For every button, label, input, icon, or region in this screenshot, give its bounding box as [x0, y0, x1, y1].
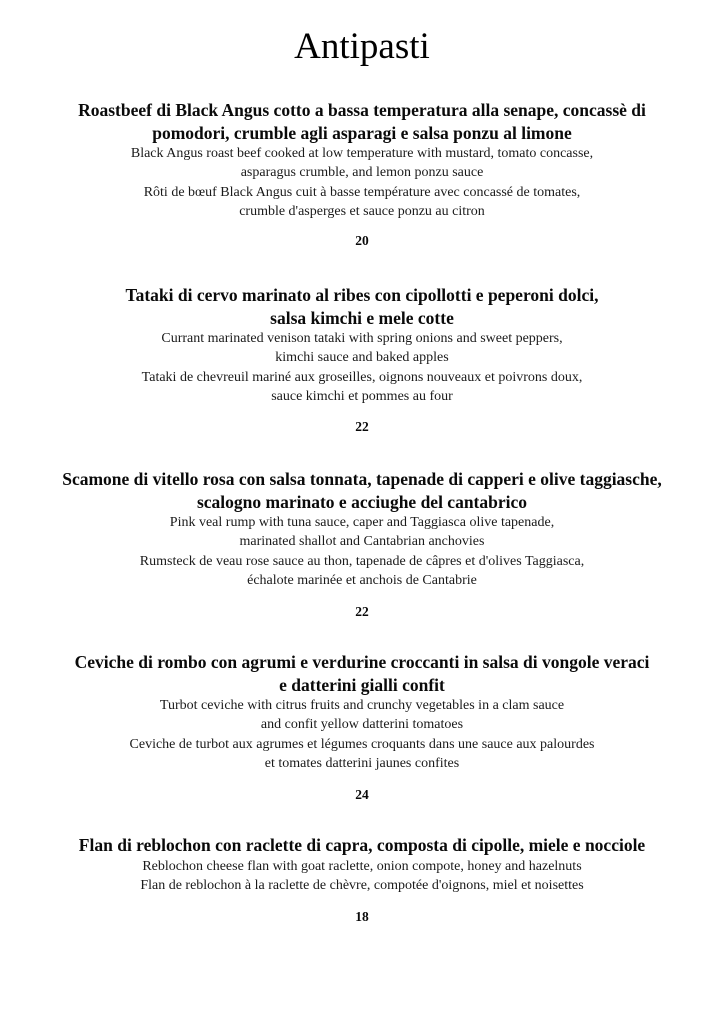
item-desc-line: Rumsteck de veau rose sauce au thon, tapenade de câpres et d'olives Taggiasca,	[139, 553, 585, 569]
item-description-english	[0, 144, 724, 183]
item-price: 18	[355, 909, 369, 925]
item-desc-line: Turbot ceviche with citrus fruits and crunchy vegetables in a clam sauce	[159, 698, 565, 713]
item-description-french	[0, 368, 724, 407]
item-desc-line: asparagus crumble, and lemon ponzu sauce	[240, 165, 484, 181]
item-desc-line: échalote marinée et anchois de Cantabrie	[247, 572, 477, 588]
item-desc-line: et tomates datterini jaunes confites	[264, 755, 460, 771]
item-name-line: salsa kimchi e mele cotte	[270, 307, 454, 328]
item-name-line: Flan di reblochon con raclette di capra, composta di cipolle, miele e nocciole	[78, 835, 646, 855]
item-name-line: Roastbeef di Black Angus cotto a bassa temperatura alla senape, concassè di	[78, 100, 646, 120]
item-name-line: Tataki di cervo marinato al ribes con cipollotti e peperoni dolci,	[125, 285, 599, 305]
item-name-line: Ceviche di rombo con agrumi e verdurine croccanti in salsa di vongole veraci	[74, 652, 650, 672]
item-price: 20	[355, 233, 369, 249]
item-desc-line: and confit yellow datterini tomatoes	[260, 717, 464, 733]
item-description-french	[0, 735, 724, 774]
item-desc-line: Flan de reblochon à la raclette de chèvre, compotée d'oignons, miel et noisettes	[140, 877, 584, 893]
menu-item-tataki	[0, 284, 724, 436]
menu-item-flan-reblochon	[0, 834, 724, 926]
item-desc-line: Currant marinated venison tataki with spring onions and sweet peppers,	[161, 331, 563, 346]
item-desc-line: Black Angus roast beef cooked at low temperature with mustard, tomato concasse,	[130, 146, 594, 161]
item-name-italian	[0, 834, 724, 857]
item-desc-line: Pink veal rump with tuna sauce, caper and Taggiasca olive tapenade,	[169, 515, 555, 530]
item-desc-line: sauce kimchi et pommes au four	[271, 388, 453, 404]
item-description-english	[0, 329, 724, 368]
item-name-italian	[0, 651, 724, 696]
item-desc-line: Tataki de chevreuil mariné aux groseilles, oignons nouveaux et poivrons doux,	[141, 369, 583, 385]
item-desc-line: kimchi sauce and baked apples	[275, 350, 449, 366]
item-price: 24	[355, 787, 369, 803]
item-desc-line: Ceviche de turbot aux agrumes et légumes croquants dans une sauce aux palourdes	[129, 736, 595, 752]
item-name-line: pomodori, crumble agli asparagi e salsa ponzu al limone	[152, 122, 572, 143]
item-desc-line: marinated shallot and Cantabrian anchovies	[239, 534, 485, 550]
item-name-italian	[0, 284, 724, 329]
item-name-italian	[0, 468, 724, 513]
menu-item-roastbeef	[0, 99, 724, 250]
item-description-french	[0, 552, 724, 591]
item-description-french	[0, 876, 724, 895]
page-title: Antipasti	[294, 26, 430, 67]
item-price: 22	[355, 419, 369, 435]
item-name-line: Scamone di vitello rosa con salsa tonnata, tapenade di capperi e olive taggiasche,	[62, 469, 662, 489]
item-name-italian	[0, 99, 724, 144]
item-desc-line: Reblochon cheese flan with goat raclette, onion compote, honey and hazelnuts	[142, 858, 582, 874]
item-description-french	[0, 183, 724, 222]
item-description-english	[0, 513, 724, 552]
item-description-english	[0, 857, 724, 876]
item-price: 22	[355, 604, 369, 620]
menu-item-scamone	[0, 468, 724, 621]
item-name-line: scalogno marinato e acciughe del cantabrico	[196, 491, 528, 512]
item-desc-line: crumble d'asperges et sauce ponzu au citron	[239, 203, 485, 219]
item-desc-line: Rôti de bœuf Black Angus cuit à basse température avec concassé de tomates,	[143, 184, 581, 200]
item-name-line: e datterini gialli confit	[279, 674, 445, 695]
menu-item-ceviche	[0, 651, 724, 804]
item-description-english	[0, 696, 724, 735]
